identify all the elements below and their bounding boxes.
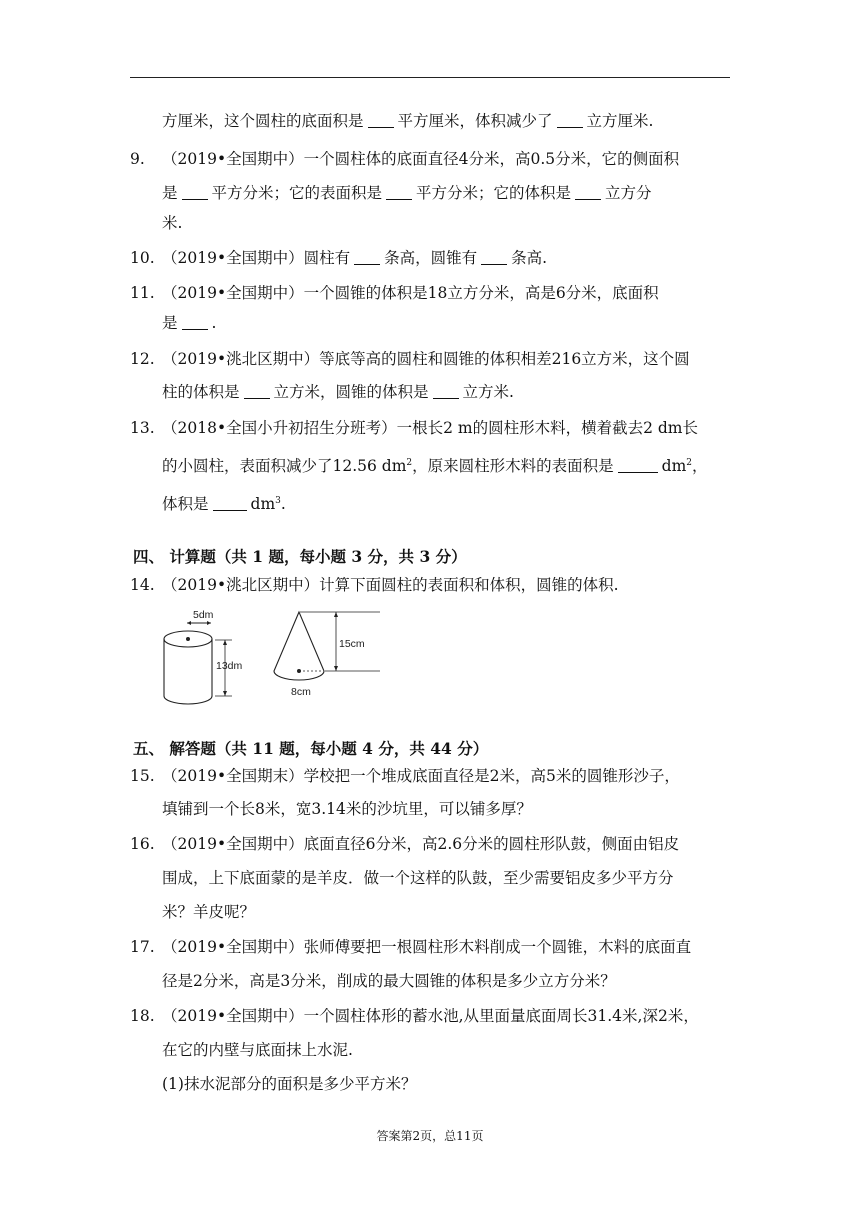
answer-blank[interactable] bbox=[433, 384, 459, 399]
q13-line3: 体积是 $dm^3$. bbox=[162, 495, 286, 513]
q16-line3: 米？羊皮呢？ bbox=[162, 903, 256, 921]
q16-line2: 围成，上下底面蒙的是羊皮．做一个这样的队鼓，至少需要铝皮多少平方分 bbox=[162, 869, 674, 887]
question-number: 17. bbox=[130, 938, 155, 956]
question-number: 10. bbox=[130, 249, 155, 267]
answer-blank[interactable] bbox=[213, 496, 247, 511]
q9-line3: 米. bbox=[162, 214, 183, 232]
answer-blank[interactable] bbox=[368, 113, 394, 128]
question-number: 11. bbox=[130, 284, 155, 302]
q8-line: 方厘米，这个圆柱的底面积是 平方厘米，体积减少了 立方厘米. bbox=[162, 112, 654, 130]
question-number: 16. bbox=[130, 835, 155, 853]
cone-base-label: 8cm bbox=[291, 686, 311, 698]
q15-line2: 填铺到一个长8米，宽3.14米的沙坑里，可以铺多厚？ bbox=[162, 800, 532, 818]
answer-blank[interactable] bbox=[354, 250, 380, 265]
question-number: 13. bbox=[130, 419, 155, 437]
q11-line1: 11. （2019•全国期中）一个圆锥的体积是18立方分米，高是6分米，底面积 bbox=[130, 284, 659, 302]
header-rule bbox=[130, 77, 730, 78]
q13-line2: 的小圆柱，表面积减少了12.56 $dm^2$，原来圆柱形木料的表面积是 $dm^2$， bbox=[162, 457, 708, 475]
q10-line: 10. （2019•全国期中）圆柱有 条高，圆锥有 条高. bbox=[130, 249, 548, 267]
answer-blank[interactable] bbox=[481, 250, 507, 265]
answer-blank[interactable] bbox=[182, 315, 208, 330]
cone-figure bbox=[274, 612, 380, 698]
q17-line1: 17. （2019•全国期中）张师傅要把一根圆柱形木料削成一个圆锥，木料的底面直 bbox=[130, 938, 692, 956]
section-title: 四、 计算题（共 1 题，每小题 3 分，共 3 分） bbox=[133, 547, 467, 566]
cylinder-height-label: 13dm bbox=[216, 660, 243, 672]
q16-line1: 16. （2019•全国期中）底面直径6分米，高2.6分米的圆柱形队鼓，侧面由铝皮 bbox=[130, 835, 680, 853]
cone-height-label: 15cm bbox=[339, 638, 365, 650]
answer-blank[interactable] bbox=[575, 185, 601, 200]
answer-blank[interactable] bbox=[618, 458, 658, 473]
question-number: 12. bbox=[130, 350, 155, 368]
geometry-figure bbox=[155, 606, 395, 706]
q12-line2: 柱的体积是 立方米，圆锥的体积是 立方米. bbox=[162, 383, 514, 401]
question-number: 15. bbox=[130, 767, 155, 785]
q11-line2: 是 . bbox=[162, 314, 217, 332]
question-number: 9. bbox=[130, 150, 145, 168]
answer-blank[interactable] bbox=[386, 185, 412, 200]
question-number: 14. bbox=[130, 576, 155, 594]
q18-line3: (1)抹水泥部分的面积是多少平方米？ bbox=[162, 1075, 417, 1093]
cylinder-figure bbox=[164, 609, 243, 704]
q18-line1: 18. （2019•全国期中）一个圆柱体形的蓄水池,从里面量底面周长31.4米,深2米， bbox=[130, 1007, 699, 1025]
cylinder-diameter-label: 5dm bbox=[193, 609, 214, 621]
page-footer: 答案第2页，总11页 bbox=[376, 1129, 484, 1143]
q9-line2: 是 平方分米；它的表面积是 平方分米；它的体积是 立方分 bbox=[162, 184, 652, 202]
q12-line1: 12. （2019•洮北区期中）等底等高的圆柱和圆锥的体积相差216立方米，这个圆 bbox=[130, 350, 690, 368]
answer-blank[interactable] bbox=[557, 113, 583, 128]
answer-blank[interactable] bbox=[244, 384, 270, 399]
q18-line2: 在它的内壁与底面抹上水泥. bbox=[162, 1041, 353, 1059]
q14-line: 14. （2019•洮北区期中）计算下面圆柱的表面积和体积，圆锥的体积. bbox=[130, 576, 619, 594]
section-title: 五、 解答题（共 11 题，每小题 4 分，共 44 分） bbox=[133, 739, 489, 758]
q13-line1: 13. （2018•全国小升初招生分班考）一根长2 m的圆柱形木料，横着截去2 dm长 bbox=[130, 419, 698, 437]
question-number: 18. bbox=[130, 1007, 155, 1025]
answer-blank[interactable] bbox=[182, 185, 208, 200]
q15-line1: 15. （2019•全国期末）学校把一个堆成底面直径是2米，高5米的圆锥形沙子， bbox=[130, 767, 680, 785]
q9-line1: 9. （2019•全国期中）一个圆柱体的底面直径4分米，高0.5分米，它的侧面积 bbox=[130, 150, 680, 168]
q17-line2: 径是2分米，高是3分米，削成的最大圆锥的体积是多少立方分米？ bbox=[162, 972, 616, 990]
